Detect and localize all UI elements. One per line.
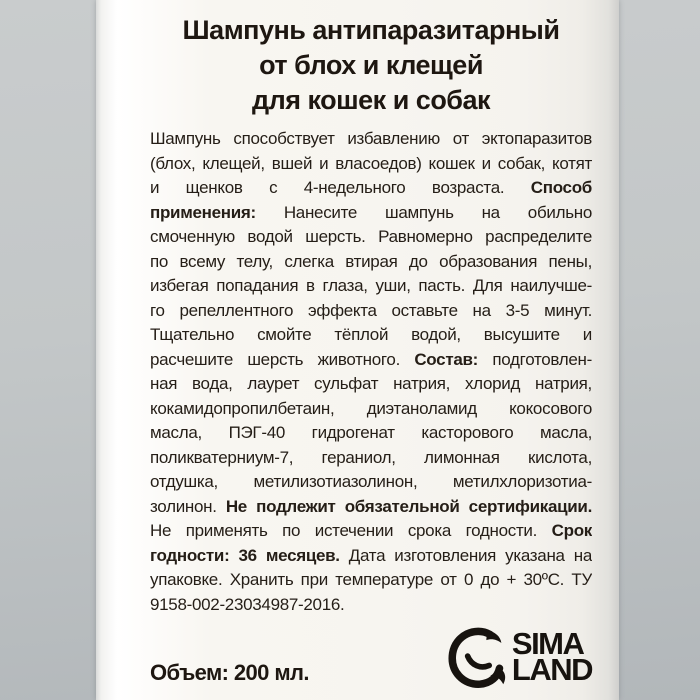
body-segment-bold: Способ (504, 178, 592, 197)
body-segment: расчешите шерсть животного. (150, 349, 400, 369)
body-text (150, 127, 592, 617)
body-segment: Нанесите шампунь на обильно (255, 202, 592, 222)
body-segment-bold: применения: (150, 202, 256, 222)
brand-name-line2: LAND (511, 652, 592, 687)
body-line (150, 593, 592, 618)
body-line (150, 299, 592, 324)
body-segment: золинон. (150, 496, 217, 516)
body-line (150, 176, 592, 201)
body-line (150, 544, 592, 569)
label-footer (150, 616, 592, 692)
brand-name-line1: SIMA (511, 626, 584, 661)
body-line (150, 519, 592, 544)
brand-name (511, 626, 592, 687)
body-line (150, 152, 592, 177)
body-line (150, 495, 592, 520)
body-segment: масла, ПЭГ-40 гидрогенат касторового масла, (150, 423, 592, 442)
body-segment-bold: годности: 36 месяцев. (150, 545, 340, 565)
volume-text: Объем: 200 мл. (150, 660, 309, 685)
body-line (150, 201, 592, 226)
body-segment-bold: Не подлежит обязательной сертификации. (216, 496, 592, 516)
body-line (150, 323, 592, 348)
dolphin-icon (447, 624, 507, 690)
body-line (150, 397, 592, 422)
body-line (150, 421, 592, 446)
body-segment: Шампунь способствует избавлению от эктопаразитов (150, 129, 592, 148)
body-segment: (блох, клещей, вшей и власоедов) кошек и собак, котят (150, 153, 592, 173)
body-segment: подготовлен- (478, 349, 592, 369)
body-segment: смоченную водой шерсть. Равномерно распределите (150, 227, 592, 246)
body-line (150, 274, 592, 299)
body-segment: избегая попадания в глаза, уши, пасть. Для наилучше- (150, 276, 592, 295)
body-segment: го репеллентного эффекта оставьте на 3-5 минут. (150, 300, 592, 320)
body-segment: 9158-002-23034987-2016. (150, 594, 345, 614)
body-line (150, 372, 592, 397)
product-title-line: Шампунь антипаразитарный (182, 15, 560, 45)
shampoo-bottle (96, 0, 619, 700)
body-segment: по всему телу, слегка втирая до образования пены, (150, 251, 592, 271)
body-line (150, 348, 592, 373)
body-segment: ная вода, лаурет сульфат натрия, хлорид натрия, (150, 374, 592, 393)
body-line (150, 250, 592, 275)
body-segment: Дата изготовления указана на (339, 545, 592, 565)
body-line (150, 568, 592, 593)
body-segment: кокамидопропилбетаин, диэтаноламид кокосового (150, 398, 592, 418)
body-segment: Тщательно смойте тёплой водой, высушите и (150, 325, 592, 344)
body-segment: Не применять по истечении срока годности. (150, 521, 538, 540)
body-segment-bold: Срок (537, 521, 592, 540)
product-title-line: от блох и клещей (259, 50, 483, 80)
body-segment: отдушка, метилизотиазолинон, метилхлоризотиа- (150, 472, 592, 491)
body-line (150, 225, 592, 250)
brand-logo (447, 624, 592, 690)
product-title-line: для кошек и собак (251, 85, 491, 115)
body-segment-bold: Состав: (400, 349, 479, 369)
product-title (150, 13, 592, 118)
body-segment: упаковке. Хранить при температуре от 0 до + 30ºС. ТУ (150, 570, 592, 589)
bottle-label (150, 0, 592, 700)
body-line (150, 470, 592, 495)
body-segment: и щенков с 4-недельного возраста. (150, 178, 505, 197)
body-segment: поликватерниум-7, гераниол, лимонная кислота, (150, 447, 592, 467)
body-line (150, 446, 592, 471)
body-line (150, 127, 592, 152)
